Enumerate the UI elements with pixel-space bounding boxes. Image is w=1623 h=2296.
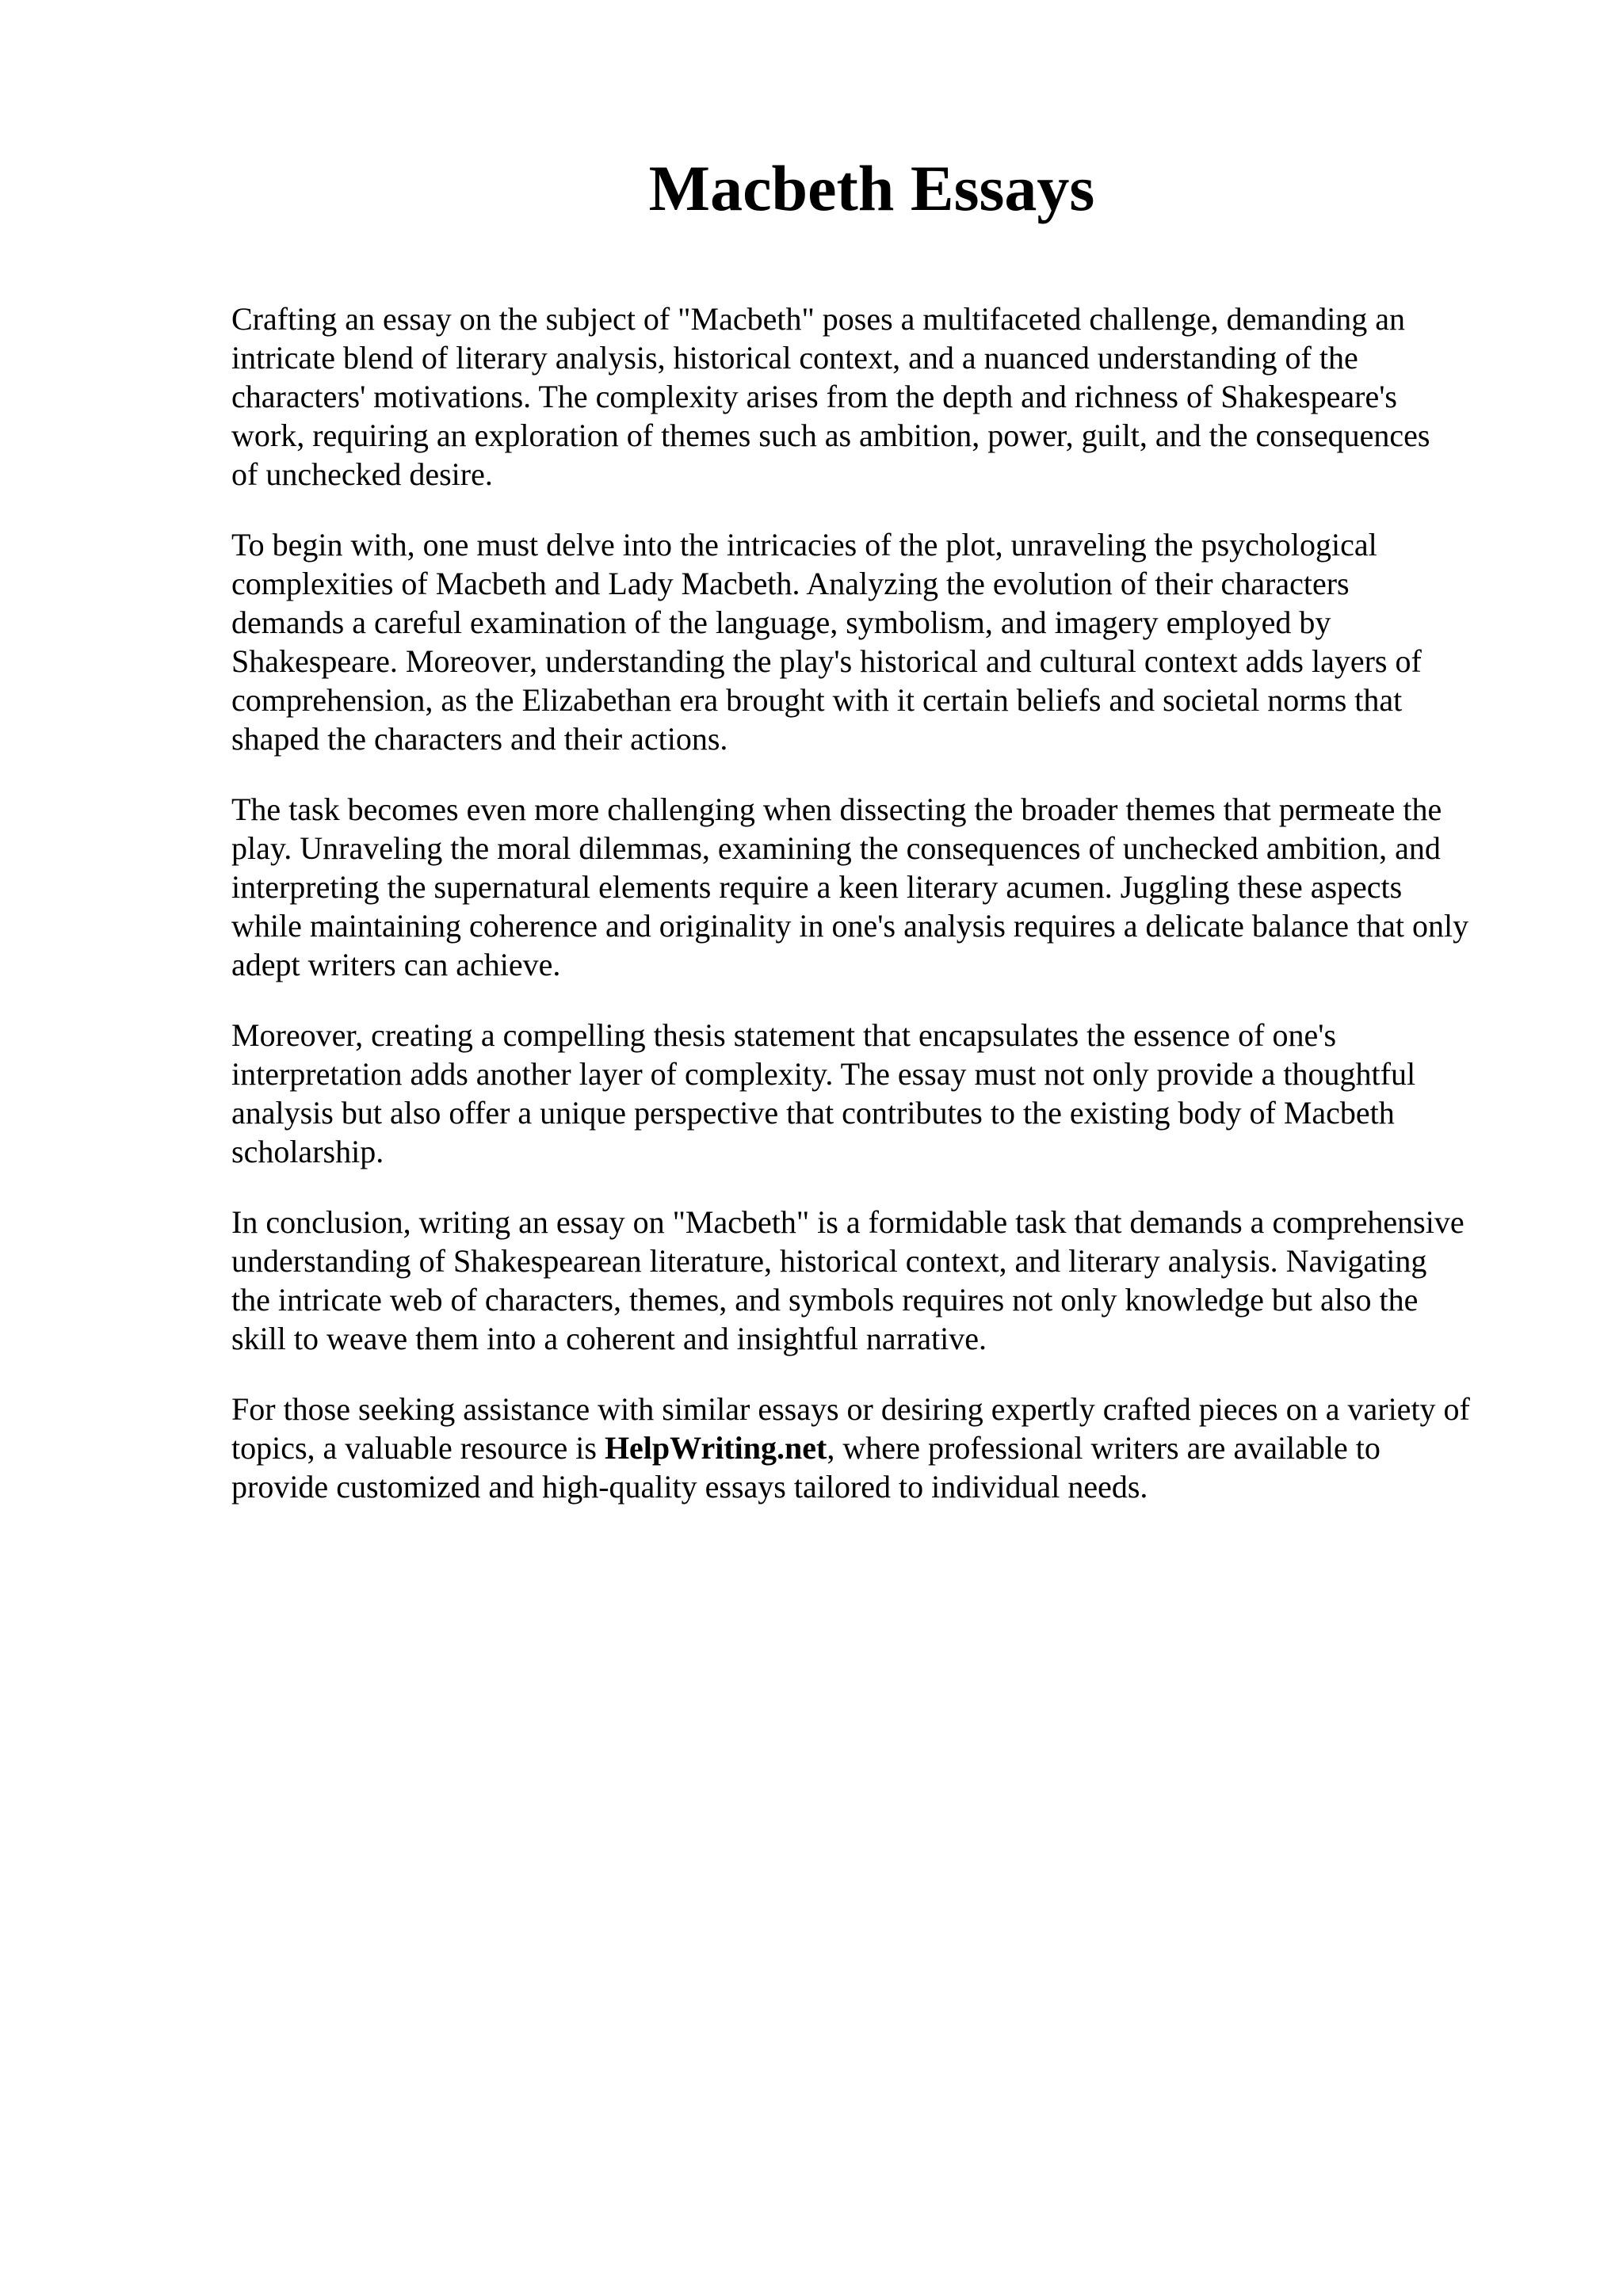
paragraph-line: adept writers can achieve. xyxy=(231,947,561,982)
paragraph-line: comprehension, as the Elizabethan era brought with it certain beliefs and societal norms that xyxy=(231,682,1403,718)
paragraph-line: interpretation adds another layer of complexity. The essay must not only provide a thoughtful xyxy=(231,1056,1416,1092)
paragraph-line: To begin with, one must delve into the intricacies of the plot, unraveling the psychological xyxy=(231,527,1377,563)
paragraph-line: of unchecked desire. xyxy=(231,456,493,492)
paragraph-line: while maintaining coherence and originality in one's analysis requires a delicate balance that only xyxy=(231,908,1469,944)
paragraph-1 xyxy=(231,299,1523,494)
paragraph-line: intricate blend of literary analysis, historical context, and a nuanced understanding of the xyxy=(231,340,1358,376)
paragraph-line: play. Unraveling the moral dilemmas, examining the consequences of unchecked ambition, and xyxy=(231,830,1441,866)
closing-text-after-link: , where professional writers are available to xyxy=(827,1430,1381,1466)
paragraph-line: Crafting an essay on the subject of "Macbeth" poses a multifaceted challenge, demanding an xyxy=(231,301,1406,337)
paragraph-line: Shakespeare. Moreover, understanding the play's historical and cultural context adds layers of xyxy=(231,643,1422,679)
helpwriting-link[interactable]: HelpWriting.net xyxy=(604,1430,827,1466)
paragraph-line: understanding of Shakespearean literature, historical context, and literary analysis. Navigating xyxy=(231,1243,1427,1279)
document-title: Macbeth Essays xyxy=(648,152,1095,224)
paragraph-line: interpreting the supernatural elements require a keen literary acumen. Juggling these aspects xyxy=(231,869,1403,905)
paragraph-3 xyxy=(231,790,1523,984)
paragraph-line: complexities of Macbeth and Lady Macbeth. Analyzing the evolution of their characters xyxy=(231,566,1350,601)
paragraph-line: the intricate web of characters, themes, and symbols requires not only knowledge but also the xyxy=(231,1282,1419,1318)
paragraph-line: skill to weave them into a coherent and insightful narrative. xyxy=(231,1321,987,1356)
closing-paragraph xyxy=(231,1390,1523,1506)
paragraph-line: provide customized and high-quality essays tailored to individual needs. xyxy=(231,1469,1148,1505)
paragraph-line xyxy=(231,1428,1523,1467)
paragraph-line: shaped the characters and their actions. xyxy=(231,721,728,757)
paragraph-line: characters' motivations. The complexity arises from the depth and richness of Shakespeare's xyxy=(231,379,1397,414)
paragraph-line: The task becomes even more challenging when dissecting the broader themes that permeate the xyxy=(231,791,1442,827)
closing-text-before-link: topics, a valuable resource is xyxy=(231,1430,605,1466)
paragraph-line: For those seeking assistance with similar essays or desiring expertly crafted pieces on a variety of xyxy=(231,1391,1470,1427)
paragraph-line: Moreover, creating a compelling thesis statement that encapsulates the essence of one's xyxy=(231,1017,1337,1053)
paragraph-2 xyxy=(231,525,1523,758)
paragraph-line: work, requiring an exploration of themes such as ambition, power, guilt, and the consequences xyxy=(231,418,1430,453)
document-body xyxy=(231,299,1523,1538)
paragraph-5 xyxy=(231,1203,1523,1358)
paragraph-line: demands a careful examination of the language, symbolism, and imagery employed by xyxy=(231,605,1331,640)
paragraph-line: In conclusion, writing an essay on "Macbeth" is a formidable task that demands a comprehensive xyxy=(231,1204,1465,1240)
paragraph-line: analysis but also offer a unique perspective that contributes to the existing body of Macbeth xyxy=(231,1095,1395,1131)
paragraph-line: scholarship. xyxy=(231,1134,384,1169)
paragraph-4 xyxy=(231,1016,1523,1171)
